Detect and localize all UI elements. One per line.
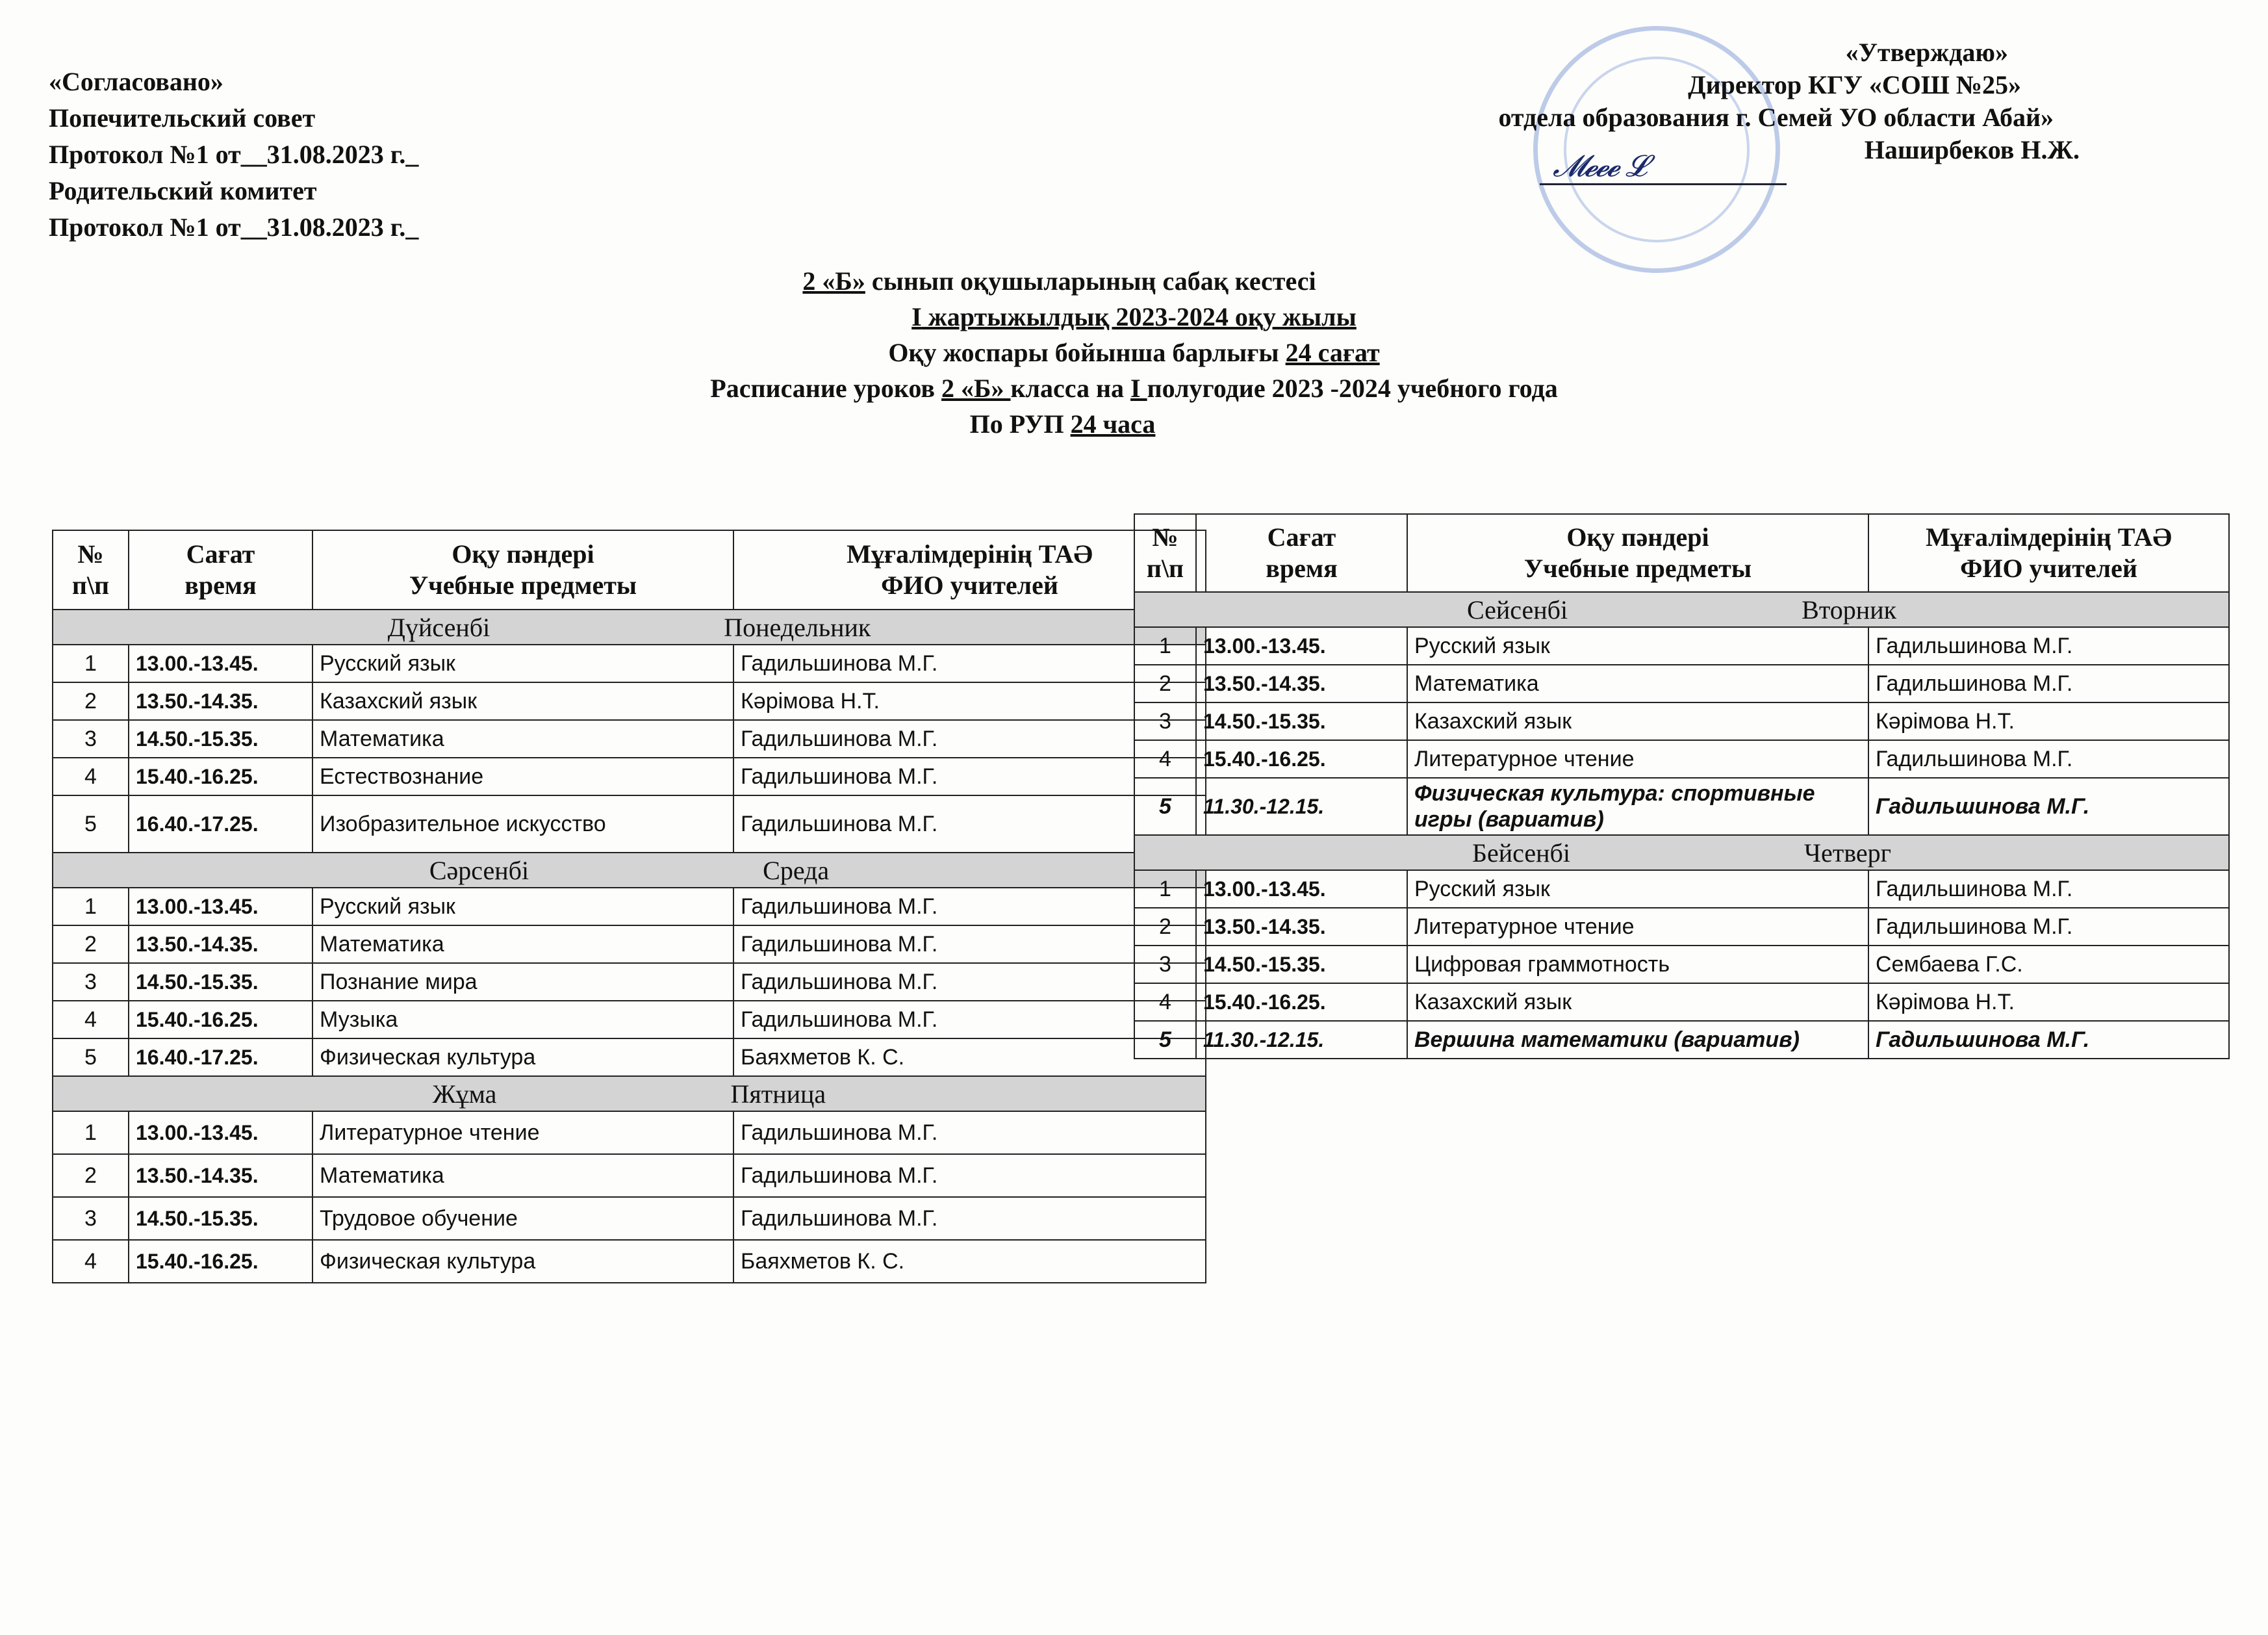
day-name-ru: Четверг [1803,838,1892,868]
approval-right-line: Директор КГУ «СОШ №25» [1688,70,2021,99]
cell-num: 1 [53,645,129,682]
cell-time: 16.40.-17.25. [129,1038,312,1076]
cell-num: 4 [53,758,129,795]
cell-teacher: Баяхметов К. С. [733,1240,1206,1283]
table-row [1134,946,2229,983]
cell-time: 14.50.-15.35. [1196,702,1407,740]
cell-teacher: Гадильшинова М.Г. [733,1197,1206,1240]
day-header-tuesday [1134,592,2229,627]
cell-time: 13.50.-14.35. [129,925,312,963]
table-row [1134,908,2229,946]
header-time [129,530,312,610]
cell-time: 13.00.-13.45. [129,888,312,925]
cell-subject: Познание мира [312,963,733,1001]
cell-num: 1 [1134,627,1196,665]
approval-left-line: Протокол №1 от__31.08.2023 г._ [49,140,419,169]
cell-subject: Русский язык [1407,627,1868,665]
approval-right-line: отдела образования г. Семей УО области Абай» [1498,103,2054,132]
title-class-ru: 2 «Б» [941,374,1011,403]
cell-teacher: Гадильшинова М.Г. [733,888,1206,925]
cell-time: 13.50.-14.35. [129,1154,312,1197]
cell-teacher: Баяхметов К. С. [733,1038,1206,1076]
cell-teacher: Гадильшинова М.Г. [1868,778,2229,835]
header-time-ru: время [1266,554,1338,583]
header-subject-ru: Учебные предметы [409,571,637,600]
cell-num: 4 [1134,740,1196,778]
table-row [53,645,1206,682]
header-time-ru: время [185,571,257,600]
cell-teacher: Гадильшинова М.Г. [1868,740,2229,778]
table-row [53,888,1206,925]
table-row [1134,870,2229,908]
table-row [1134,627,2229,665]
cell-num: 5 [53,795,129,853]
approval-left-block [49,64,418,246]
cell-subject: Трудовое обучение [312,1197,733,1240]
table-header-row [1134,514,2229,592]
title-text: класса на [1010,374,1131,403]
day-name-kz: Сейсенбі [1466,595,1568,624]
table-header-row [53,530,1206,610]
title-half-ru: I [1130,374,1147,403]
cell-num: 1 [53,1111,129,1154]
cell-subject: Цифровая граммотность [1407,946,1868,983]
approval-right-line: «Утверждаю» [1845,38,2008,67]
cell-subject: Математика [1407,665,1868,702]
day-header-monday [53,610,1206,645]
cell-num: 4 [53,1240,129,1283]
title-hours-ru: 24 часа [1070,409,1156,439]
table-row [53,720,1206,758]
cell-teacher: Гадильшинова М.Г. [1868,1021,2229,1059]
header-teacher-kz: Мұғалімдерінің ТАӘ [847,539,1093,569]
day-header-thursday [1134,835,2229,870]
approval-left-line: «Согласовано» [49,67,223,96]
cell-time: 13.00.-13.45. [1196,870,1407,908]
cell-time: 11.30.-12.15. [1196,778,1407,835]
cell-time: 13.00.-13.45. [129,645,312,682]
header-subject [1407,514,1868,592]
cell-subject: Математика [312,1154,733,1197]
cell-num: 5 [1134,1021,1196,1059]
cell-teacher: Гадильшинова М.Г. [733,1001,1206,1038]
cell-subject: Казахский язык [1407,702,1868,740]
header-subject-kz: Оқу пәндері [1566,522,1709,552]
schedule-table-left [52,530,1206,1283]
cell-num: 4 [53,1001,129,1038]
cell-time: 15.40.-16.25. [129,1240,312,1283]
cell-subject: Казахский язык [1407,983,1868,1021]
cell-subject: Естествознание [312,758,733,795]
cell-time: 16.40.-17.25. [129,795,312,853]
day-name-kz: Дүйсенбі [387,612,491,642]
header-subject [312,530,733,610]
cell-time: 15.40.-16.25. [1196,983,1407,1021]
cell-subject: Физическая культура: спортивные игры (вариатив) [1407,778,1868,835]
cell-num: 3 [1134,946,1196,983]
approval-right-block [1170,36,2080,166]
cell-num: 5 [1134,778,1196,835]
cell-teacher: Гадильшинова М.Г. [1868,908,2229,946]
cell-time: 14.50.-15.35. [1196,946,1407,983]
table-row [53,682,1206,720]
cell-teacher: Гадильшинова М.Г. [733,645,1206,682]
day-name-ru: Среда [763,855,830,885]
cell-teacher: Сембаева Г.С. [1868,946,2229,983]
cell-time: 14.50.-15.35. [129,1197,312,1240]
cell-time: 13.00.-13.45. [1196,627,1407,665]
cell-time: 15.40.-16.25. [129,758,312,795]
cell-time: 14.50.-15.35. [129,963,312,1001]
cell-subject: Физическая культура [312,1038,733,1076]
header-num: № п\п [53,530,129,610]
cell-num: 3 [53,963,129,1001]
title-text: полугодие 2023 -2024 учебного года [1147,374,1558,403]
cell-teacher: Гадильшинова М.Г. [1868,665,2229,702]
cell-num: 1 [1134,870,1196,908]
cell-subject: Изобразительное искусство [312,795,733,853]
cell-subject: Русский язык [312,888,733,925]
cell-subject: Литературное чтение [1407,740,1868,778]
cell-subject: Физическая культура [312,1240,733,1283]
title-line-rup [0,406,2268,442]
cell-teacher: Кәрімова Н.Т. [733,682,1206,720]
cell-subject: Русский язык [312,645,733,682]
cell-teacher: Гадильшинова М.Г. [733,1154,1206,1197]
cell-num: 4 [1134,983,1196,1021]
cell-teacher: Гадильшинова М.Г. [733,758,1206,795]
table-row [53,1001,1206,1038]
header-subject-ru: Учебные предметы [1523,554,1752,583]
cell-subject: Русский язык [1407,870,1868,908]
cell-subject: Музыка [312,1001,733,1038]
cell-subject: Литературное чтение [312,1111,733,1154]
day-header-wednesday [53,853,1206,888]
cell-teacher: Гадильшинова М.Г. [1868,870,2229,908]
header-subject-kz: Оқу пәндері [452,539,594,569]
cell-time: 13.50.-14.35. [1196,665,1407,702]
cell-teacher: Кәрімова Н.Т. [1868,702,2229,740]
title-half-kz: I [911,302,922,331]
cell-time: 13.00.-13.45. [129,1111,312,1154]
cell-teacher: Гадильшинова М.Г. [733,1111,1206,1154]
table-row [53,1038,1206,1076]
schedule-title [0,263,2268,442]
cell-subject: Вершина математики (вариатив) [1407,1021,1868,1059]
header-teacher-ru: ФИО учителей [1960,554,2137,583]
title-line-kz2 [0,299,2268,335]
cell-teacher: Гадильшинова М.Г. [733,963,1206,1001]
director-signature: 𝓜𝓮𝓮𝓮 𝓛 [1540,146,1787,185]
approval-left-line: Протокол №1 от__31.08.2023 г._ [49,212,419,242]
cell-num: 2 [1134,908,1196,946]
title-text: По РУП [969,409,1071,439]
day-header-friday [53,1076,1206,1111]
cell-num: 2 [1134,665,1196,702]
title-class-kz: 2 «Б» [802,266,865,296]
title-line-kz1 [0,263,2268,299]
cell-num: 5 [53,1038,129,1076]
cell-time: 13.50.-14.35. [1196,908,1407,946]
table-row [53,758,1206,795]
header-num: № п\п [1134,514,1196,592]
cell-teacher: Кәрімова Н.Т. [1868,983,2229,1021]
approval-left-line: Попечительский совет [49,103,316,133]
table-row [1134,740,2229,778]
cell-num: 3 [53,1197,129,1240]
table-row [53,963,1206,1001]
table-row [1134,665,2229,702]
table-row [53,1240,1206,1283]
title-text: Оқу жоспары бойынша барлығы [888,338,1286,367]
cell-num: 2 [53,1154,129,1197]
approval-left-line: Родительский комитет [49,176,317,205]
cell-num: 3 [53,720,129,758]
cell-num: 1 [53,888,129,925]
cell-num: 2 [53,925,129,963]
table-row [1134,778,2229,835]
header-time-kz: Сағат [1267,522,1336,552]
cell-subject: Казахский язык [312,682,733,720]
day-name-ru: Понедельник [724,612,871,642]
cell-num: 2 [53,682,129,720]
cell-time: 13.50.-14.35. [129,682,312,720]
cell-subject: Математика [312,720,733,758]
header-teacher-ru: ФИО учителей [881,571,1058,600]
cell-teacher: Гадильшинова М.Г. [733,795,1206,853]
table-row [53,1197,1206,1240]
cell-teacher: Гадильшинова М.Г. [1868,627,2229,665]
header-teacher-kz: Мұғалімдерінің ТАӘ [1926,522,2172,552]
cell-time: 11.30.-12.15. [1196,1021,1407,1059]
cell-time: 15.40.-16.25. [129,1001,312,1038]
day-name-kz: Сәрсенбі [429,855,529,885]
day-name-ru: Пятница [730,1079,826,1109]
cell-num: 3 [1134,702,1196,740]
table-row [1134,702,2229,740]
cell-time: 15.40.-16.25. [1196,740,1407,778]
header-teacher [1868,514,2229,592]
table-row [53,925,1206,963]
day-name-ru: Вторник [1802,595,1897,624]
cell-teacher: Гадильшинова М.Г. [733,720,1206,758]
cell-subject: Литературное чтение [1407,908,1868,946]
day-name-kz: Жұма [432,1079,497,1109]
header-time-kz: Сағат [186,539,255,569]
title-hours-kz: 24 сағат [1285,338,1380,367]
title-line-ru [0,370,2268,406]
approval-right-line: Наширбеков Н.Ж. [1864,135,2080,164]
title-text: сынып оқушыларының сабақ кестесі [865,266,1316,296]
table-row [1134,1021,2229,1059]
header-time [1196,514,1407,592]
schedule-table-right [1134,513,2230,1059]
title-text: жартыжылдық 2023-2024 оқу жылы [921,302,1357,331]
title-line-kz3 [0,335,2268,370]
title-text: Расписание уроков [710,374,942,403]
table-row [53,1111,1206,1154]
table-row [1134,983,2229,1021]
cell-teacher: Гадильшинова М.Г. [733,925,1206,963]
cell-time: 14.50.-15.35. [129,720,312,758]
day-name-kz: Бейсенбі [1472,838,1570,868]
cell-subject: Математика [312,925,733,963]
table-row [53,1154,1206,1197]
table-row [53,795,1206,853]
